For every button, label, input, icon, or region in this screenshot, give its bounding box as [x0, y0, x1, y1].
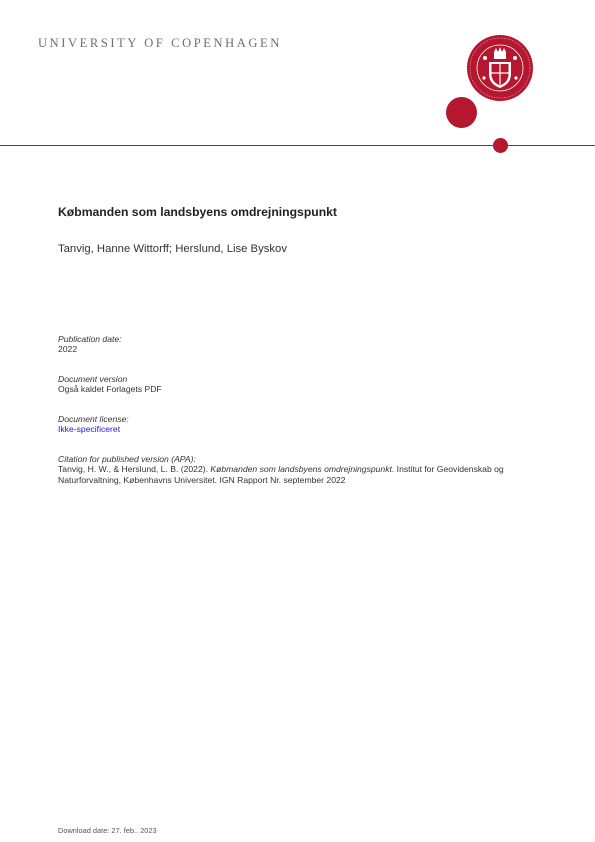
university-name: UNIVERSITY OF COPENHAGEN [38, 36, 282, 50]
decorative-circle-small [493, 138, 508, 153]
download-date: Download date: 27. feb.. 2023 [58, 826, 157, 835]
citation-text [58, 464, 528, 485]
publication-date-block [58, 334, 122, 355]
document-version-value: Også kaldet Forlagets PDF [58, 384, 162, 395]
citation-title: Købmanden som landsbyens omdrejningspunkt [210, 464, 392, 475]
publication-date-value: 2022 [58, 344, 78, 355]
citation-block [58, 454, 528, 485]
university-seal-logo [466, 34, 534, 102]
document-authors: Tanvig, Hanne Wittorff; Herslund, Lise Byskov [58, 243, 287, 255]
decorative-circle-large [446, 97, 477, 128]
document-license-label: Document license: [58, 414, 129, 424]
document-version-block [58, 374, 162, 395]
publication-date-label: Publication date: [58, 334, 122, 344]
citation-suffix: . Institut for Geovidenskab og Naturforvaltning, Københavns Universitet. IGN Rapport Nr. september 2022 [58, 464, 504, 485]
document-title: Købmanden som landsbyens omdrejningspunkt [58, 205, 337, 219]
document-version-label: Document version [58, 374, 128, 384]
citation-prefix: Tanvig, H. W., & Herslund, L. B. (2022). [58, 464, 211, 475]
citation-label: Citation for published version (APA): [58, 454, 196, 464]
document-license-link[interactable]: Ikke-specificeret [58, 424, 121, 435]
document-license-block [58, 414, 129, 435]
